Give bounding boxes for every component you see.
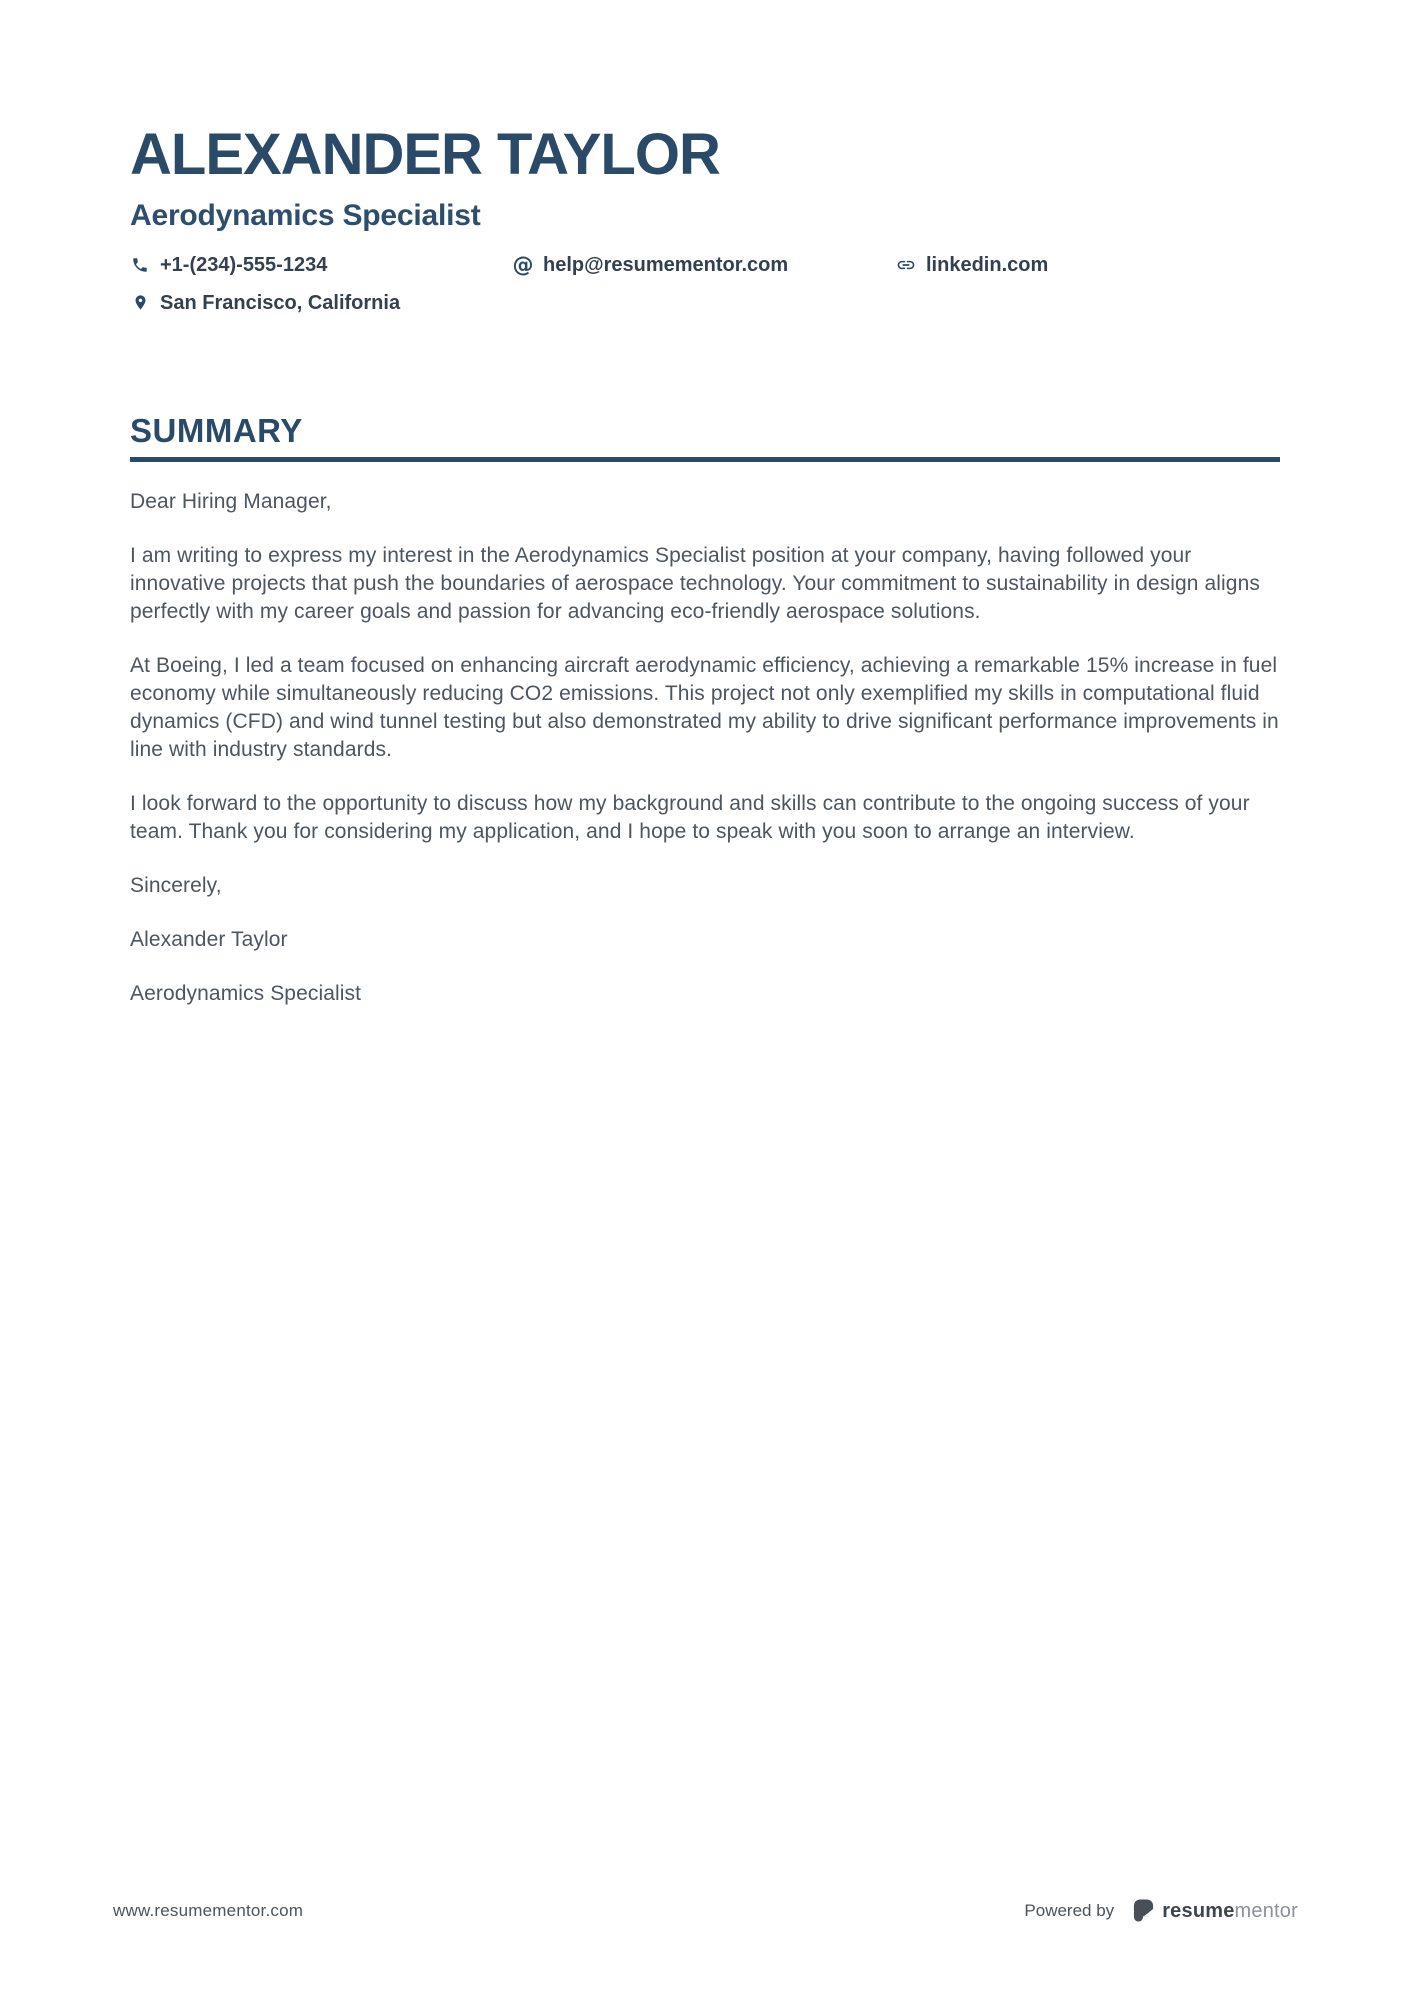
resumementor-logo-text	[1162, 1901, 1298, 1921]
location-row	[130, 292, 1280, 314]
resumementor-logo-icon	[1132, 1898, 1155, 1923]
contact-col-email	[513, 254, 896, 276]
phone-link[interactable]	[130, 254, 513, 276]
email-value: help@resumementor.com	[543, 253, 789, 276]
location-value: San Francisco, California	[160, 291, 401, 314]
section-divider	[130, 457, 1280, 462]
at-icon: @	[512, 252, 534, 277]
summary-heading: SUMMARY	[130, 411, 303, 449]
brand-text-bold: resume	[1162, 1899, 1235, 1922]
contact-col-linkedin	[896, 254, 1279, 276]
letter-body	[130, 488, 1280, 1008]
contact-col-phone	[130, 254, 513, 276]
brand-text-light: mentor	[1234, 1899, 1298, 1922]
letter-paragraph: At Boeing, I led a team focused on enhancing aircraft aerodynamic efficiency, achieving a remarkable 15% increase in fuel economy while simultaneously reducing CO2 emissions. This project not only exemplified my skills in computational fluid dynamics (CFD) and wind tunnel testing but also demonstrated my ability to drive significant performance improvements in line with industry standards.	[130, 653, 1279, 761]
footer-site-link[interactable]: www.resumementor.com	[113, 1900, 304, 1920]
signature-closing: Sincerely,	[130, 873, 222, 897]
map-pin-icon	[130, 293, 150, 313]
summary-section	[130, 411, 1280, 1008]
greeting-line: Dear Hiring Manager,	[130, 489, 332, 513]
page-footer	[113, 1898, 1298, 1923]
contact-row	[130, 254, 1280, 276]
signature-title: Aerodynamics Specialist	[130, 981, 362, 1005]
resumementor-logo	[1132, 1898, 1298, 1923]
powered-by-block	[1024, 1898, 1298, 1923]
candidate-job-title: Aerodynamics Specialist	[130, 199, 481, 232]
letter-header	[130, 122, 1280, 314]
phone-icon	[130, 255, 150, 275]
chain-link-icon	[896, 255, 916, 275]
candidate-name: ALEXANDER TAYLOR	[130, 122, 720, 187]
phone-value: +1-(234)-555-1234	[160, 253, 328, 276]
letter-paragraph: I am writing to express my interest in the Aerodynamics Specialist position at your company, having followed your innovative projects that push the boundaries of aerospace technology. Your commitment to sustainability in design aligns perfectly with my career goals and passion for advancing eco-friendly aerospace solutions.	[130, 543, 1260, 623]
linkedin-value: linkedin.com	[926, 253, 1049, 276]
signature-name: Alexander Taylor	[130, 927, 288, 951]
letter-paragraph: I look forward to the opportunity to discuss how my background and skills can contribute to the ongoing success of your team. Thank you for considering my application, and I hope to speak with you soon to arrange an interview.	[130, 791, 1250, 843]
linkedin-link[interactable]	[896, 254, 1279, 276]
powered-by-label: Powered by	[1024, 1900, 1115, 1920]
email-link[interactable]	[513, 254, 896, 276]
